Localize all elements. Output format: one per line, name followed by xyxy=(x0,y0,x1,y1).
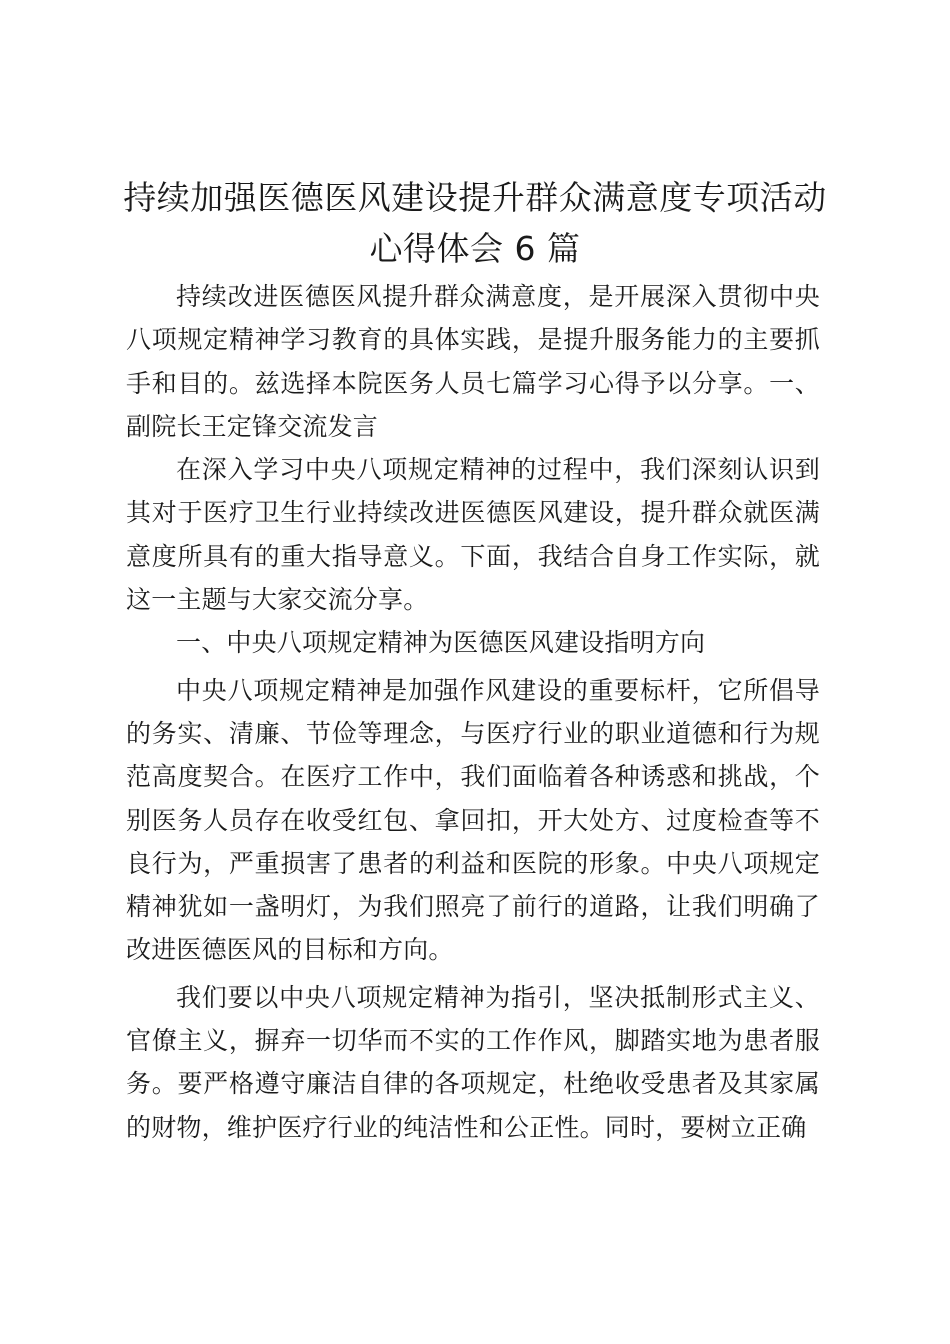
paragraph-intro: 持续改进医德医风提升群众满意度，是开展深入贯彻中央八项规定精神学习教育的具体实践，是提升服务能力的主要抓手和目的。兹选择本院医务人员七篇学习心得予以分享。一、副院长王定锋交流发言 xyxy=(126,282,820,441)
document-title: 持续加强医德医风建设提升群众满意度专项活动心得体会 6 篇 xyxy=(123,178,827,268)
document-body xyxy=(126,275,820,1149)
paragraph-section-1-body: 中央八项规定精神是加强作风建设的重要标杆，它所倡导的务实、清廉、节俭等理念，与医疗行业的职业道德和行为规范高度契合。在医疗工作中，我们面临着各种诱惑和挑战，个别医务人员存在收受红包、拿回扣，开大处方、过度检查等不良行为，严重损害了患者的利益和医院的形象。中央八项规定精神犹如一盏明灯，为我们照亮了前行的道路，让我们明确了改进医德医风的目标和方向。 xyxy=(126,675,820,965)
paragraph-section-1-continued: 我们要以中央八项规定精神为指引，坚决抵制形式主义、官僚主义，摒弃一切华而不实的工作作风，脚踏实地为患者服务。要严格遵守廉洁自律的各项规定，杜绝收受患者及其家属的财物，维护医疗行业的纯洁性和公正性。同时，要树立正确 xyxy=(126,982,820,1142)
section-heading-1: 一、中央八项规定精神为医德医风建设指明方向 xyxy=(176,628,706,658)
paragraph-speech-opening: 在深入学习中央八项规定精神的过程中，我们深刻认识到其对于医疗卫生行业持续改进医德医风建设，提升群众就医满意度所具有的重大指导意义。下面，我结合自身工作实际，就这一主题与大家交流分享。 xyxy=(126,455,820,615)
